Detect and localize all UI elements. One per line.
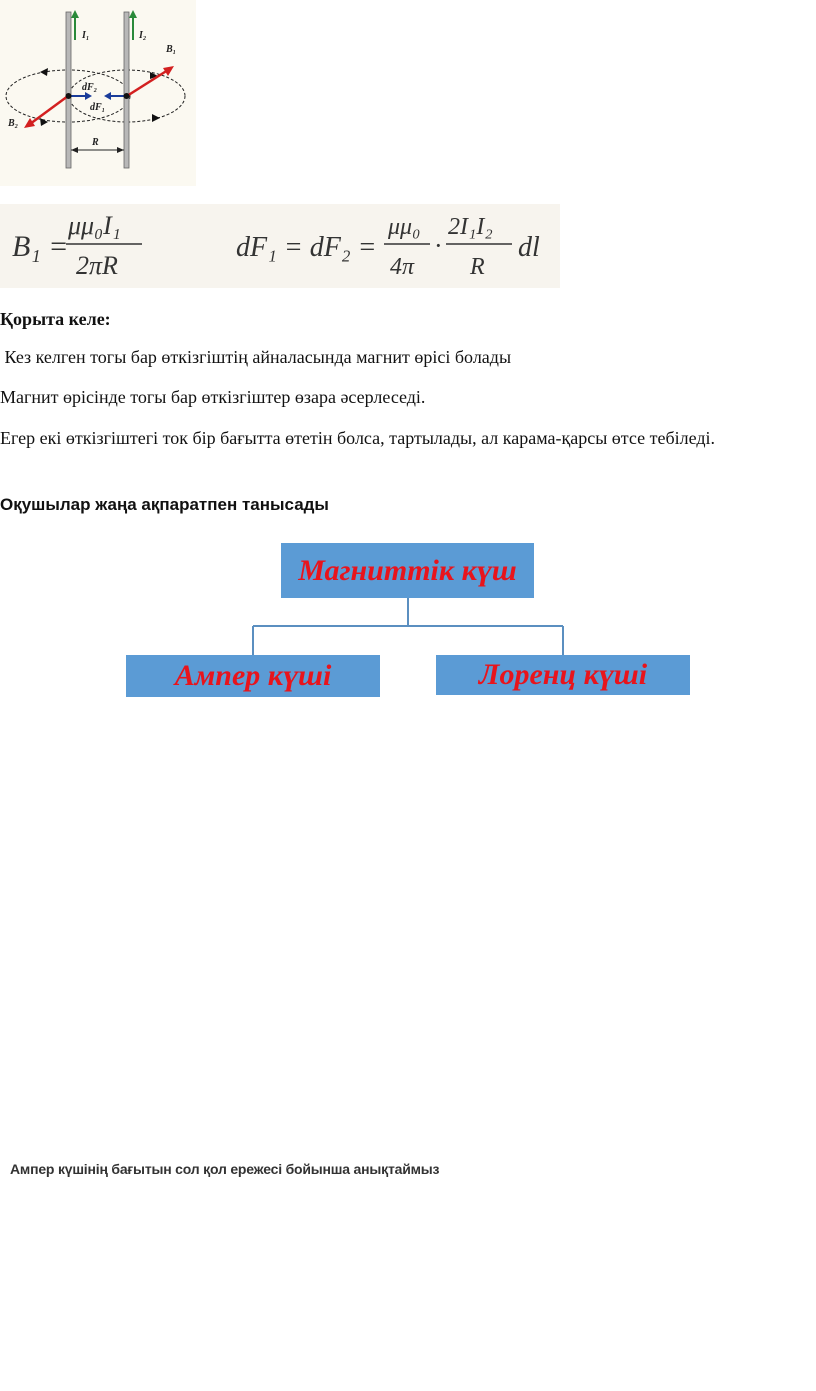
box-lorentz-force: Лоренц күші <box>436 655 690 695</box>
conclusion-line-1: Кез келген тогы бар өткізгіштің айналасында магнит өрісі болады <box>0 347 512 367</box>
formula-df-frac1-num: μμ₀ <box>388 214 421 240</box>
formula-df-frac2-den: R <box>470 254 485 280</box>
formula-df-lhs: dF₁ = dF₂ = <box>236 232 377 263</box>
r-arrow-right <box>117 147 124 153</box>
field-arrow-1 <box>40 68 48 76</box>
conclusion-heading: Қорыта келе: <box>0 309 111 329</box>
current-arrowhead-2 <box>129 10 137 18</box>
formula-b1-denominator: 2πR <box>76 251 118 280</box>
formula-b1-numerator: μμ₀I₁ <box>68 211 121 240</box>
formula-df-svg <box>230 204 560 288</box>
footer-note: Ампер күшінің бағытын сол қол ережесі бойынша анықтаймыз <box>10 1161 440 1177</box>
formula-b1-svg <box>0 204 230 288</box>
label-df2: dF₂ <box>82 82 98 93</box>
field-arrow-2 <box>40 118 48 126</box>
conclusion-line-2: Магнит өрісінде тогы бар өткізгіштер өзара әсерлеседі. <box>0 387 426 407</box>
formula-df-dot: · <box>434 231 443 260</box>
box-magnetic-force: Магниттік күш <box>281 543 534 598</box>
formula-b1-lhs: B₁ = <box>12 230 69 263</box>
point-2 <box>124 93 130 99</box>
new-info-heading: Оқушылар жаңа ақпаратпен танысады <box>0 495 329 514</box>
formula-df-tail: dl <box>518 232 540 263</box>
current-arrowhead-1 <box>71 10 79 18</box>
conductor-1 <box>66 12 71 168</box>
conclusion-line-3: Егер екі өткізгіштегі ток бір бағытта өтетін болса, тартылады, ал карама-қарсы өтсе тебіледі. <box>0 428 715 448</box>
label-i1: I₁ <box>82 30 90 41</box>
df1-arrowhead <box>104 92 111 100</box>
formula-df <box>230 204 560 288</box>
b2-vector <box>30 96 68 124</box>
parallel-conductors-figure <box>0 0 196 186</box>
df2-arrowhead <box>85 92 92 100</box>
label-df1: dF₁ <box>90 102 106 113</box>
formula-df-frac1-den: 4π <box>390 254 415 280</box>
box-ampere-force: Ампер күші <box>126 655 380 697</box>
label-b2: B₂ <box>8 118 19 129</box>
label-r: R <box>92 137 99 148</box>
label-b1: B₁ <box>166 44 177 55</box>
formula-b1 <box>0 204 230 288</box>
label-i2: I₂ <box>139 30 147 41</box>
formula-df-frac2-num: 2I₁I₂ <box>448 214 493 240</box>
field-arrow-4 <box>152 114 160 122</box>
conductor-2 <box>124 12 129 168</box>
r-arrow-left <box>71 147 78 153</box>
b1-vector <box>127 70 168 96</box>
conductors-svg <box>0 0 196 186</box>
point-1 <box>66 93 72 99</box>
